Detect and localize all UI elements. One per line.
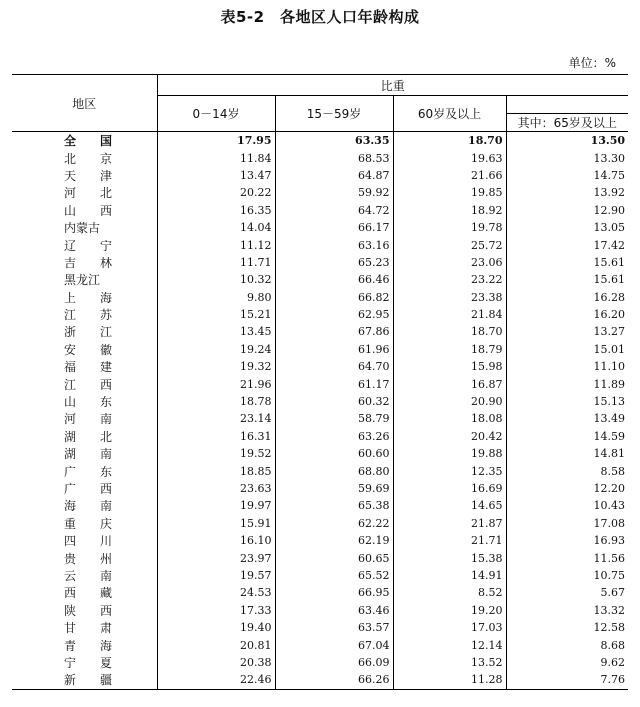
table-row [12,462,628,479]
age-0-14-value: 13.45 [157,323,275,340]
age-65-plus-value: 13.27 [506,323,628,340]
header-spacer [506,96,628,114]
age-65-plus-value: 11.10 [506,358,628,375]
age-0-14-value: 19.57 [157,567,275,584]
age-15-59-value: 64.72 [275,202,393,219]
age-60-plus-value: 18.79 [393,341,506,358]
age-65-plus-value: 12.90 [506,202,628,219]
age-15-59-value: 67.04 [275,636,393,653]
table-row [12,671,628,689]
region-name: 辽 宁 [64,238,119,253]
region-name: 内蒙古 [64,221,101,236]
age-65-plus-value: 8.58 [506,462,628,479]
region-name: 山 东 [64,395,119,410]
age-0-14-value: 13.47 [157,167,275,184]
age-0-14-value: 23.97 [157,549,275,566]
age-60-plus-value: 19.20 [393,602,506,619]
age-65-plus-header: 其中：65岁及以上 [506,114,628,132]
age-0-14-value: 9.80 [157,289,275,306]
age-15-59-value: 65.52 [275,567,393,584]
region-name: 西 藏 [64,586,119,601]
age-65-plus-value: 13.32 [506,602,628,619]
age-65-plus-value: 8.68 [506,636,628,653]
unit-label: 单位：% [568,56,616,70]
region-name: 宁 夏 [64,655,119,670]
region-name: 全 国 [64,134,119,149]
age-65-plus-value: 15.01 [506,341,628,358]
age-65-plus-value: 14.75 [506,167,628,184]
age-0-14-value: 20.81 [157,636,275,653]
age-60-plus-value: 18.92 [393,202,506,219]
age-0-14-value: 20.38 [157,654,275,671]
table-row [12,636,628,653]
age-0-14-value: 21.96 [157,375,275,392]
region-name: 安 徽 [64,342,119,357]
age-15-59-value: 62.22 [275,515,393,532]
table-row [12,532,628,549]
age-60-plus-value: 12.14 [393,636,506,653]
table-row [12,410,628,427]
age-60-plus-value: 23.22 [393,271,506,288]
table-row [12,254,628,271]
region-name: 青 海 [64,638,119,653]
age-0-14-value: 16.10 [157,532,275,549]
age-0-14-value: 18.85 [157,462,275,479]
age-60-plus-value: 25.72 [393,236,506,253]
age-0-14-value: 19.32 [157,358,275,375]
table-row [12,602,628,619]
table-row [12,184,628,201]
age-0-14-value: 23.63 [157,480,275,497]
age-0-14-value: 10.32 [157,271,275,288]
age-60-plus-value: 19.78 [393,219,506,236]
age-15-59-value: 59.92 [275,184,393,201]
age-65-plus-value: 13.30 [506,149,628,166]
age-0-14-value: 11.71 [157,254,275,271]
region-name: 贵 州 [64,551,119,566]
age-0-14-value: 11.84 [157,149,275,166]
age-15-59-value: 66.09 [275,654,393,671]
age-15-59-value: 59.69 [275,480,393,497]
region-header: 地区 [12,75,157,132]
age-60-plus-value: 19.63 [393,149,506,166]
age-65-plus-value: 12.20 [506,480,628,497]
region-name: 天 津 [64,168,119,183]
age-65-plus-value: 14.81 [506,445,628,462]
region-name: 上 海 [64,290,119,305]
age-0-14-value: 16.35 [157,202,275,219]
region-name: 广 西 [64,482,119,496]
table-row [12,289,628,306]
age-65-plus-value: 16.28 [506,289,628,306]
age-15-59-value: 68.53 [275,149,393,166]
region-name: 云 南 [64,568,119,583]
age-60-plus-value: 23.06 [393,254,506,271]
age-65-plus-value: 13.05 [506,219,628,236]
table-row [12,358,628,375]
table-row [12,219,628,236]
age-structure-table [12,74,628,690]
age-15-59-value: 65.23 [275,254,393,271]
age-60-plus-header: 60岁及以上 [393,96,506,132]
table-row [12,341,628,358]
age-60-plus-value: 16.69 [393,480,506,497]
table-row [12,271,628,288]
age-0-14-value: 15.21 [157,306,275,323]
age-15-59-value: 66.82 [275,289,393,306]
table-row [12,515,628,532]
age-15-59-value: 66.17 [275,219,393,236]
table-row [12,306,628,323]
age-60-plus-value: 21.66 [393,167,506,184]
region-name: 重 庆 [64,516,119,531]
age-65-plus-value: 17.08 [506,515,628,532]
age-65-plus-value: 13.92 [506,184,628,201]
age-65-plus-value: 13.50 [506,132,628,150]
region-name: 江 西 [64,377,119,392]
region-name: 河 南 [64,412,119,427]
region-name: 湖 北 [64,429,119,444]
age-0-14-value: 17.95 [157,132,275,150]
region-name: 浙 江 [64,325,119,340]
age-0-14-value: 19.24 [157,341,275,358]
table-row [12,497,628,514]
age-15-59-value: 66.95 [275,584,393,601]
table-row [12,375,628,392]
table-body [12,132,628,690]
age-15-59-value: 68.80 [275,462,393,479]
table-row [12,567,628,584]
age-60-plus-value: 21.87 [393,515,506,532]
age-15-59-value: 62.19 [275,532,393,549]
age-0-14-header: 0－14岁 [157,96,275,132]
age-15-59-value: 63.16 [275,236,393,253]
region-name: 吉 林 [64,255,119,270]
age-0-14-value: 11.12 [157,236,275,253]
age-60-plus-value: 15.98 [393,358,506,375]
age-60-plus-value: 14.91 [393,567,506,584]
age-65-plus-value: 11.56 [506,549,628,566]
age-15-59-value: 60.65 [275,549,393,566]
region-name: 陕 西 [64,603,119,618]
region-name: 甘 肃 [64,621,119,636]
age-0-14-value: 24.53 [157,584,275,601]
age-60-plus-value: 18.70 [393,323,506,340]
table-row [12,619,628,636]
table-row [12,236,628,253]
age-60-plus-value: 11.28 [393,671,506,689]
age-0-14-value: 19.97 [157,497,275,514]
proportion-header: 比重 [157,75,628,96]
age-15-59-value: 61.96 [275,341,393,358]
age-0-14-value: 19.40 [157,619,275,636]
age-15-59-value: 63.26 [275,428,393,445]
age-65-plus-value: 9.62 [506,654,628,671]
age-15-59-value: 60.32 [275,393,393,410]
region-name: 河 北 [64,186,119,201]
age-60-plus-value: 18.08 [393,410,506,427]
age-65-plus-value: 15.13 [506,393,628,410]
age-60-plus-value: 18.70 [393,132,506,150]
age-15-59-value: 66.26 [275,671,393,689]
age-15-59-value: 62.95 [275,306,393,323]
age-60-plus-value: 17.03 [393,619,506,636]
age-65-plus-value: 7.76 [506,671,628,689]
table-row [12,149,628,166]
age-0-14-value: 19.52 [157,445,275,462]
age-15-59-value: 66.46 [275,271,393,288]
age-60-plus-value: 13.52 [393,654,506,671]
table-row [12,202,628,219]
age-0-14-value: 20.22 [157,184,275,201]
region-name: 北 京 [64,151,119,166]
age-60-plus-value: 12.35 [393,462,506,479]
age-60-plus-value: 20.42 [393,428,506,445]
age-60-plus-value: 19.85 [393,184,506,201]
table-row [12,480,628,497]
age-65-plus-value: 17.42 [506,236,628,253]
table-row [12,428,628,445]
age-0-14-value: 17.33 [157,602,275,619]
age-65-plus-value: 14.59 [506,428,628,445]
age-15-59-value: 65.38 [275,497,393,514]
table-row [12,654,628,671]
age-15-59-header: 15－59岁 [275,96,393,132]
region-name: 海 南 [64,499,119,514]
region-name: 黑龙江 [64,273,101,288]
table-row-total [12,132,628,150]
age-65-plus-value: 16.93 [506,532,628,549]
table-row [12,584,628,601]
age-15-59-value: 63.46 [275,602,393,619]
age-60-plus-value: 16.87 [393,375,506,392]
age-60-plus-value: 19.88 [393,445,506,462]
age-60-plus-value: 21.84 [393,306,506,323]
age-65-plus-value: 10.43 [506,497,628,514]
table-row [12,323,628,340]
age-65-plus-value: 15.61 [506,254,628,271]
age-0-14-value: 18.78 [157,393,275,410]
age-15-59-value: 61.17 [275,375,393,392]
region-name: 湖 南 [64,447,119,462]
age-65-plus-value: 5.67 [506,584,628,601]
age-60-plus-value: 23.38 [393,289,506,306]
table-row [12,445,628,462]
age-60-plus-value: 21.71 [393,532,506,549]
age-15-59-value: 58.79 [275,410,393,427]
age-60-plus-value: 20.90 [393,393,506,410]
age-0-14-value: 15.91 [157,515,275,532]
age-65-plus-value: 10.75 [506,567,628,584]
region-name: 广 东 [64,464,119,479]
age-15-59-value: 60.60 [275,445,393,462]
age-15-59-value: 64.70 [275,358,393,375]
region-name: 福 建 [64,360,119,375]
age-65-plus-value: 12.58 [506,619,628,636]
age-15-59-value: 67.86 [275,323,393,340]
age-60-plus-value: 14.65 [393,497,506,514]
age-65-plus-value: 13.49 [506,410,628,427]
age-60-plus-value: 8.52 [393,584,506,601]
age-15-59-value: 63.35 [275,132,393,150]
table-row [12,393,628,410]
region-name: 四 川 [64,534,119,549]
age-0-14-value: 16.31 [157,428,275,445]
region-name: 江 苏 [64,308,119,323]
age-15-59-value: 64.87 [275,167,393,184]
region-name: 山 西 [64,203,119,218]
age-0-14-value: 14.04 [157,219,275,236]
table-row [12,167,628,184]
region-name: 新 疆 [12,671,157,689]
age-0-14-value: 22.46 [157,671,275,689]
age-65-plus-value: 16.20 [506,306,628,323]
table-title: 表5-2 各地区人口年龄构成 [220,8,420,26]
age-15-59-value: 63.57 [275,619,393,636]
age-65-plus-value: 11.89 [506,375,628,392]
age-0-14-value: 23.14 [157,410,275,427]
age-65-plus-value: 15.61 [506,271,628,288]
table-row [12,549,628,566]
age-60-plus-value: 15.38 [393,549,506,566]
